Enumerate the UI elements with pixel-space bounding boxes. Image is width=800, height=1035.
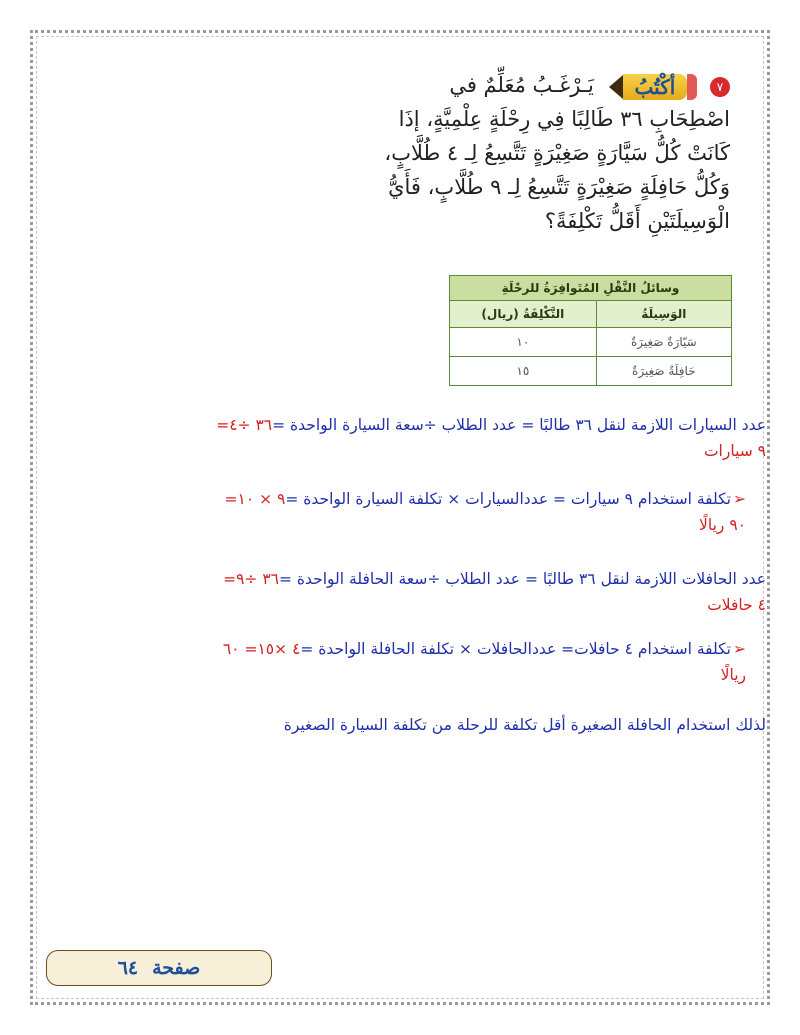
solution-step-2 — [40, 486, 766, 538]
pencil-eraser — [687, 74, 697, 100]
table-row — [450, 357, 732, 386]
solution-step-3 — [40, 566, 766, 618]
problem-line-5: الْوَسِيلَتَيْنِ أَقَلُّ تَكْلِفَةً؟ — [544, 209, 730, 233]
arrow-bullet-icon: ➢ — [733, 490, 746, 508]
problem-line-4: وَكُلُّ حَافِلَةٍ صَغِيْرَةٍ تَتَّسِعُ لِـ ٩ طُلَّابٍ، فَأَيُّ — [388, 175, 730, 199]
page-number: ٦٤ — [117, 957, 139, 979]
step-4-text: تكلفة استخدام ٤ حافلات= عددالحافلات × تكلفة الحافلة الواحدة = — [300, 640, 731, 658]
pencil-icon — [609, 74, 698, 100]
transport-table — [449, 275, 732, 386]
step-2-text: تكلفة استخدام ٩ سيارات = عددالسيارات × تكلفة السيارة الواحدة = — [285, 490, 731, 508]
table-header-vehicle: الوَسِيلَةُ — [596, 301, 731, 328]
table-caption: وسائلُ النَّقْلِ المُتَوافِرَةُ للرحْلَةِ — [450, 276, 732, 301]
problem-line-2: اصْطِحَابِ ٣٦ طَالِبًا فِي رِحْلَةٍ عِلْمِيَّةٍ، إذَا — [398, 107, 730, 131]
table-row — [450, 328, 732, 357]
table-cell-cost: ١٥ — [450, 357, 597, 386]
problem-line-3: كَانَتْ كُلُّ سَيَّارَةٍ صَغِيْرَةٍ تَتَّسِعُ لِـ ٤ طُلَّابٍ، — [384, 141, 730, 165]
step-2-result: ٩٠ ريالًا — [699, 516, 746, 534]
step-2-calc: ٩ × ١٠= — [224, 490, 286, 508]
solution-conclusion: لذلك استخدام الحافلة الصغيرة أقل تكلفة للرحلة من تكلفة السيارة الصغيرة — [283, 716, 766, 734]
table-cell-cost: ١٠ — [450, 328, 597, 357]
step-3-calc: ٣٦ ÷٩= — [223, 570, 279, 588]
step-3-text: عدد الحافلات اللازمة لنقل ٣٦ طالبًا = عدد الطلاب ÷سعة الحافلة الواحدة = — [278, 570, 766, 588]
step-1-text: عدد السيارات اللازمة لنقل ٣٦ طالبًا = عدد الطلاب ÷سعة السيارة الواحدة = — [272, 416, 766, 434]
page-number-box — [46, 950, 272, 986]
table-cell-vehicle: حَافِلَةٌ صَغِيرَةٌ — [596, 357, 731, 386]
problem-line-1: يَـرْغَـبُ مُعَلِّمٌ في — [449, 73, 594, 97]
step-4-calc: ٤ ×١٥= ٦٠ — [222, 640, 301, 658]
step-1-calc: ٣٦ ÷٤= — [216, 416, 273, 434]
write-label: أكْتُبُ — [623, 74, 688, 100]
solution-step-4 — [40, 636, 766, 688]
solution-step-1 — [40, 412, 766, 464]
problem-first-line — [350, 68, 730, 102]
step-4-result: ريالًا — [720, 666, 746, 684]
table-cell-vehicle: سَيّارَةٌ صَغِيرَةٌ — [596, 328, 731, 357]
step-3-result: ٤ حافلات — [707, 596, 766, 614]
problem-block — [350, 68, 730, 238]
arrow-bullet-icon: ➢ — [733, 640, 746, 658]
page-label: صفحة — [152, 957, 201, 979]
pencil-tip — [609, 75, 623, 99]
problem-number: ٧ — [710, 77, 730, 97]
table-header-cost: التَّكْلِفَةُ (ريال) — [450, 301, 597, 328]
step-1-result: ٩ سيارات — [703, 442, 766, 460]
